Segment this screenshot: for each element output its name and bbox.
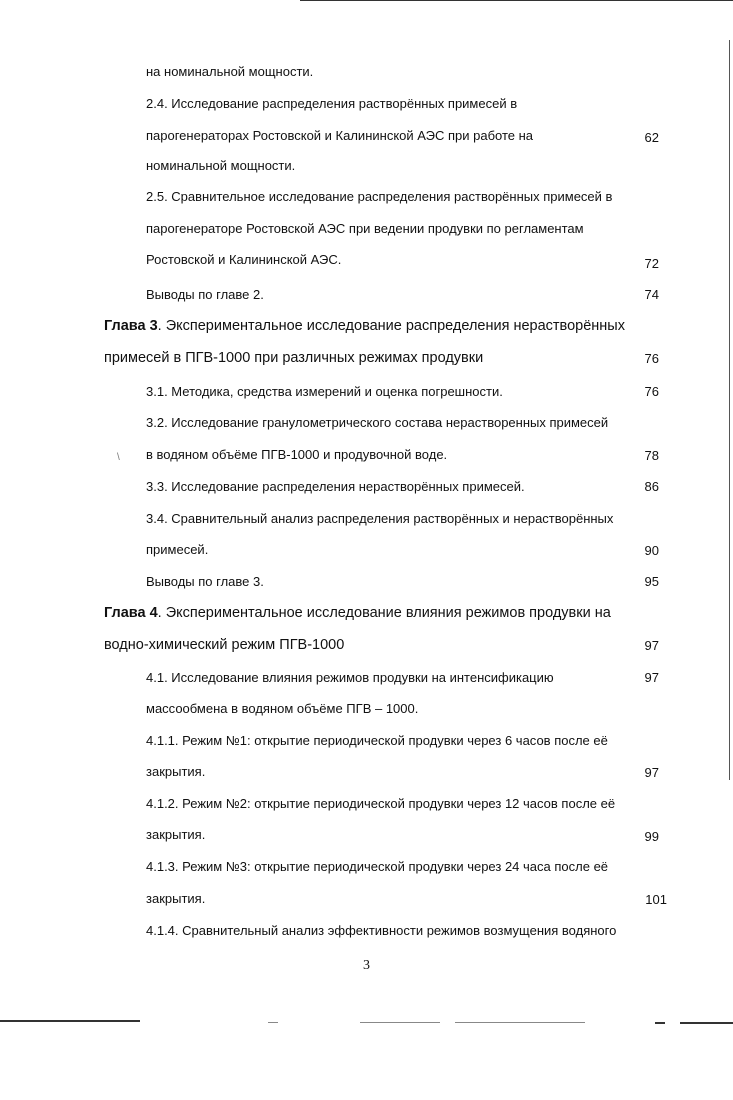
scan-bottom-line-right — [680, 1022, 733, 1024]
toc-entry-text: номинальной мощности. — [146, 158, 296, 173]
toc-page-number: 78 — [644, 448, 659, 463]
toc-entry-text: парогенераторах Ростовской и Калининской АЭС при работе на — [146, 128, 534, 143]
chapter-label: Глава 3 — [104, 318, 158, 334]
toc-entry-text: 3.2. Исследование гранулометрического состава нерастворенных примесей — [146, 415, 609, 430]
scan-right-edge — [729, 40, 730, 780]
toc-page-number: 95 — [644, 574, 659, 589]
scan-bottom-dash — [268, 1022, 278, 1023]
toc-page-number: 97 — [644, 638, 659, 653]
toc-entry-text: на номинальной мощности. — [146, 64, 314, 79]
toc-entry-text: парогенераторе Ростовской АЭС при ведении продувки по регламентам — [146, 221, 584, 236]
toc-entry-text: 3.3. Исследование распределения нерастворённых примесей. — [146, 479, 525, 494]
toc-entry-text: 4.1.2. Режим №2: открытие периодической продувки через 12 часов после её — [146, 796, 616, 811]
scan-bottom-line-left — [0, 1020, 140, 1022]
toc-entry-text: 2.4. Исследование распределения растворённых примесей в — [146, 96, 518, 111]
toc-page-number: 90 — [644, 543, 659, 558]
toc-entry-text: 4.1.4. Сравнительный анализ эффективности режимов возмущения водяного — [146, 923, 617, 938]
toc-entry-text: 4.1.1. Режим №1: открытие периодической продувки через 6 часов после её — [146, 733, 608, 748]
toc-entry-text: 3.4. Сравнительный анализ распределения растворённых и нерастворённых — [146, 511, 614, 526]
page-number: 3 — [363, 958, 370, 973]
toc-entry-text: закрытия. — [146, 764, 206, 779]
scan-bottom-line-mid — [360, 1022, 440, 1023]
toc-entry-text: 4.1.3. Режим №3: открытие периодической продувки через 24 часа после её — [146, 859, 609, 874]
toc-page-number: 76 — [644, 384, 659, 399]
toc-entry-text: Выводы по главе 3. — [146, 574, 264, 589]
toc-entry-text: Ростовской и Калининской АЭС. — [146, 252, 342, 267]
toc-entry-text: 3.1. Методика, средства измерений и оценка погрешности. — [146, 384, 503, 399]
toc-page-number: 86 — [644, 479, 659, 494]
toc-entry-text: в водяном объёме ПГВ-1000 и продувочной воде. — [146, 447, 448, 462]
toc-entry-text: примесей. — [146, 542, 209, 557]
scan-bottom-line-mid2 — [455, 1022, 585, 1023]
chapter-title: . Экспериментальное исследование влияния режимов продувки на — [157, 605, 611, 621]
toc-page-number: 74 — [644, 287, 659, 302]
toc-chapter-heading: водно-химический режим ПГВ-1000 — [104, 637, 345, 653]
chapter-label: Глава 4 — [104, 605, 158, 621]
toc-chapter-heading — [104, 318, 625, 334]
toc-chapter-heading — [104, 605, 611, 621]
toc-entry-text: Выводы по главе 2. — [146, 287, 264, 302]
toc-page-number: 97 — [644, 670, 659, 685]
scan-speck: \ — [117, 452, 120, 463]
toc-entry-text: 4.1. Исследование влияния режимов продувки на интенсификацию — [146, 670, 554, 685]
toc-page-number: 62 — [644, 130, 659, 145]
chapter-title: . Экспериментальное исследование распределения нерастворённых — [157, 318, 625, 334]
toc-page-number: 72 — [644, 256, 659, 271]
toc-entry-text: закрытия. — [146, 891, 206, 906]
toc-chapter-heading: примесей в ПГВ-1000 при различных режимах продувки — [104, 350, 484, 366]
toc-entry-text: 2.5. Сравнительное исследование распределения растворённых примесей в — [146, 189, 613, 204]
toc-page-number: 97 — [644, 765, 659, 780]
toc-page-number: 101 — [645, 892, 667, 907]
toc-page-number: 99 — [644, 829, 659, 844]
scan-bottom-dash-right — [655, 1022, 665, 1024]
toc-entry-text: закрытия. — [146, 827, 206, 842]
scan-top-line — [300, 0, 733, 1]
toc-entry-text: массообмена в водяном объёме ПГВ – 1000. — [146, 701, 419, 716]
toc-page-number: 76 — [644, 351, 659, 366]
